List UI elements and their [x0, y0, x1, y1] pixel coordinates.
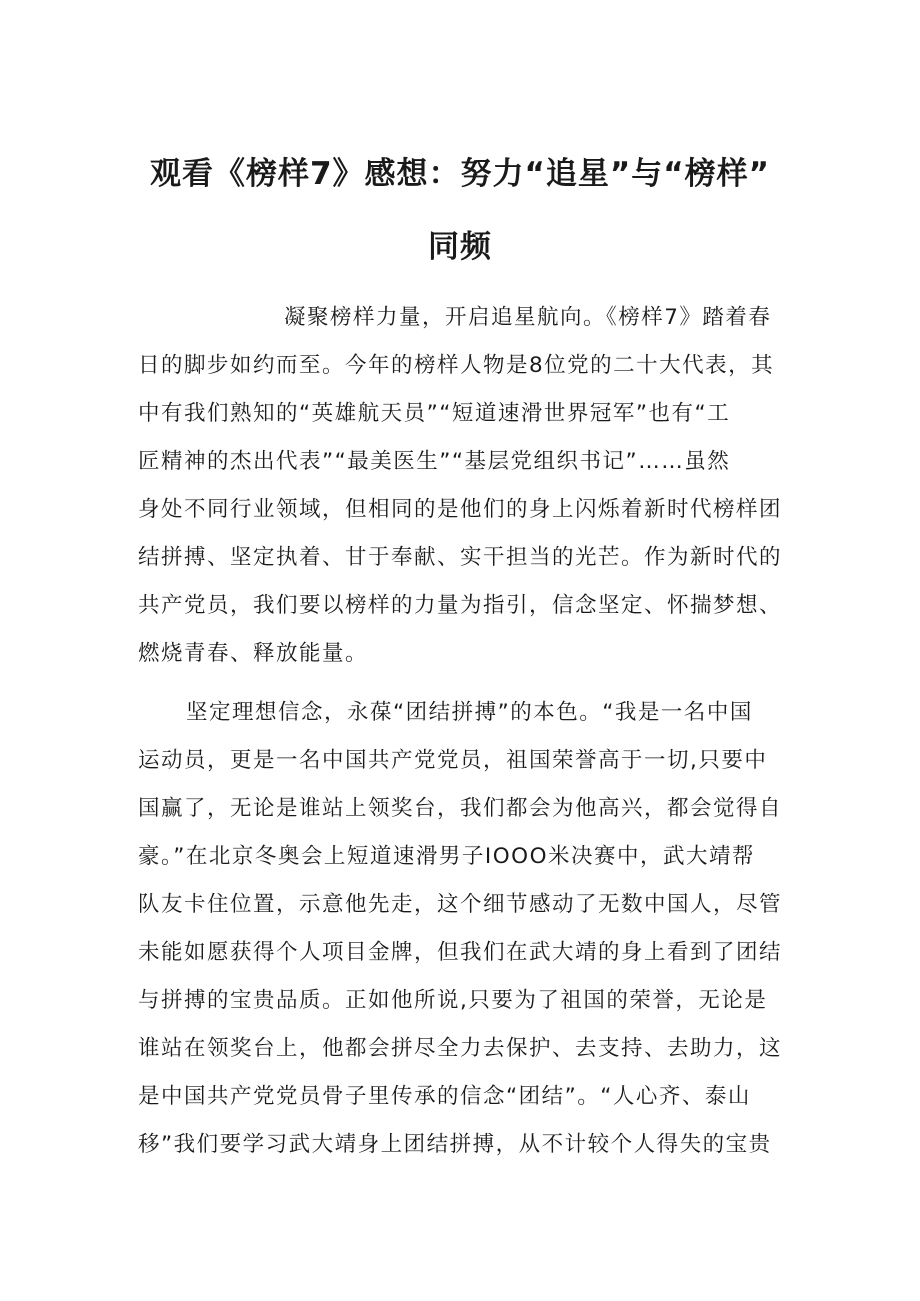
- paragraph-line: 豪。”在北京冬奥会上短道速滑男子IOOO米决赛中，武大靖帮: [138, 844, 756, 869]
- paragraph-line: 未能如愿获得个人项目金牌，但我们在武大靖的身上看到了团结: [138, 940, 783, 965]
- paragraph-line: 日的脚步如约而至。今年的榜样人物是8位党的二十大代表，其: [138, 353, 775, 378]
- paragraph-line: 燃烧青春、释放能量。: [138, 641, 369, 666]
- paragraph-line: 身处不同行业领域，但相同的是他们的身上闪烁着新时代榜样团: [138, 497, 783, 522]
- paragraph-line: 结拼搏、坚定执着、甘于奉献、实干担当的光芒。作为新时代的: [138, 545, 783, 570]
- paragraph-line: 凝聚榜样力量，开启追星航向。《榜样7》踏着春: [284, 305, 772, 330]
- paragraph-line: 匠精神的杰出代表”“最美医生”“基层党组织书记”……虽然: [138, 449, 731, 474]
- paragraph-line: 中有我们熟知的“英雄航天员”“短道速滑世界冠军”也有“工: [138, 401, 731, 426]
- paragraph-line: 队友卡住位置，示意他先走，这个细节感动了无数中国人，尽管: [138, 892, 783, 917]
- paragraph-line: 运动员，更是一名中国共产党党员，祖国荣誉高于一切,只要中: [138, 748, 768, 773]
- document-title-line-2: 同频: [428, 229, 492, 265]
- paragraph-line: 与拼搏的宝贵品质。正如他所说,只要为了祖国的荣誉，无论是: [138, 988, 768, 1013]
- paragraph-line: 谁站在领奖台上，他都会拼尽全力去保护、去支持、去助力，这: [138, 1036, 783, 1061]
- paragraph-line: 移”我们要学习武大靖身上团结拼搏，从不计较个人得失的宝贵: [138, 1132, 772, 1157]
- paragraph-line: 国赢了，无论是谁站上领奖台，我们都会为他高兴，都会觉得自: [138, 796, 783, 821]
- document-title-line-1: 观看《榜样7》感想：努力“追星”与“榜样”: [149, 156, 771, 192]
- paragraph-line: 坚定理想信念，永葆“团结拼搏”的本色。“我是一名中国: [186, 700, 753, 725]
- paragraph-line: 共产党员，我们要以榜样的力量为指引，信念坚定、怀揣梦想、: [138, 593, 783, 618]
- paragraph-line: 是中国共产党党员骨子里传承的信念“团结”。“人心齐、泰山: [138, 1084, 751, 1109]
